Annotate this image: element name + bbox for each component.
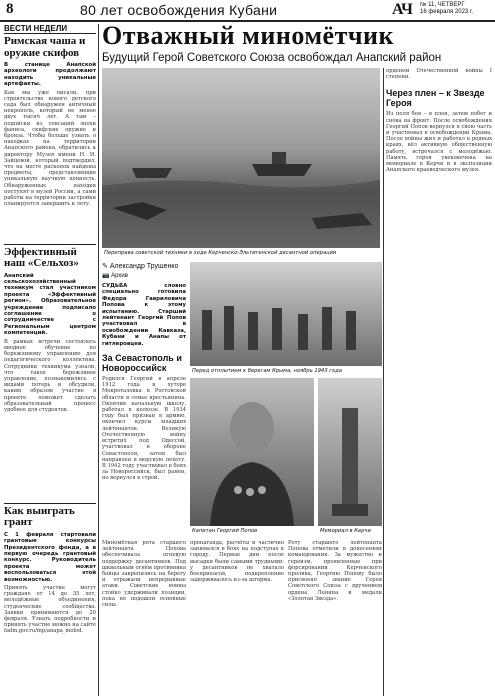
article-lead: С 1 февраля стартовали грантовые конкурсы Президентского фонда, а в первую очередь грантовый конкурс. Руководитель проекта может воспользоваться этой возможностью. [4, 531, 96, 583]
memorial-caption: Мемориал в Керчи [320, 528, 371, 534]
archive-label: 📷 Архив [102, 273, 128, 279]
landing-photo [102, 68, 380, 248]
author-name: ✎ Александр Трушенко [102, 263, 179, 270]
intro-text: СУДЬБА словно специально готовила Федора Гавриловича Попова к этому испытанию. Старший лейтенант Георгий Попов участвовал в освобождении Кавказа, Кубани и Анапы от гитлеровцев. [102, 283, 186, 347]
article-title: Эффективный наш «Сельхоз» [4, 245, 79, 270]
article-body: В рамках встречи состоялось вводное обучение по бережливому управлению для педагогического коллектива. Сотрудники техникума узнали, что такое бережливое управление, познакомились с видами потерь и обсудили, каким образом участие в проекте поможет сделать образовательный процесс удобнее для студентов. [4, 338, 96, 413]
boats-illustration [102, 68, 380, 248]
article-body: Из поля боя – в плен, затем побег и снова на фронт. После освобождения Георгий Попов вернулся в свою часть и участвовал в освобождении Крыма. После войны жил и работал в родных краях, вёл активную общественную работу, встречался с молодёжью. Память героя увековечена на мемориале в Керчи и в экспозиции Анапского краеведческого музея. [386, 111, 492, 174]
header-banner: 80 лет освобождения Кубани [80, 2, 278, 18]
article-body: Как мы уже писали, при строительстве нового детского сада был обнаружен античный некрополь, который не менее двух тысяч лет. А там – подписки из сенсаций эпохи фаниса, скифские оружие и бронза. Чтобы больше узнать о находках на территории Анапского района, обратились к директору Музея имени Н. И. Зайцевой, который подтвердил, что на месте раскопок найдены предметы, представляющие уникальную научную ценность. Обнаруженные находки поступят в музей России, а сами работы на территории застройки планируется завершить к лету. [4, 89, 96, 208]
article-lead: В станице Анапской археологи продолжают находить уникальные артефакты. [4, 62, 96, 88]
memorial-photo [318, 378, 382, 526]
article-title: Римская чаша и оружие скифов [4, 35, 86, 59]
article-title: Как выиграть грант [4, 504, 75, 529]
photo-caption: Переправа советской техники в ходе Керченско-Эльтигенской десантной операции [104, 250, 337, 256]
portrait-illustration [190, 378, 314, 526]
section-heading: Через плен – к Звезде Героя [386, 88, 485, 109]
column-divider [383, 68, 384, 696]
issue-date: 16 февраля 2023 г. [420, 9, 474, 15]
article-body: Миномётная рота старшего лейтенанта Попова обеспечивала огневую поддержку десантников. Под шквальным огнём противника бойцы закрепились на берегу и отражали непрерывные атаки. Советские воины стойко удерживали позиции, пока не подошли основные силы. [102, 540, 186, 609]
rubric-heading: ВЕСТИ НЕДЕЛИ [4, 24, 96, 34]
soldiers-photo [190, 262, 382, 366]
article-lead: Анапский сельскохозяйственный техникум стал участником проекта «Эффективный регион». Образовательное учреждение подписало соглашение о сотрудничестве с Региональным центром компетенций. [4, 272, 96, 337]
portrait-caption: Капитан Георгий Попов [192, 528, 258, 534]
column-divider [98, 24, 99, 696]
memorial-illustration [318, 378, 382, 526]
article-body: орденом Отечественной войны I степени. [386, 68, 492, 81]
page-number: 8 [6, 1, 14, 17]
issue-info [420, 2, 473, 16]
issue-number: № 11, ЧЕТВЕРГ [420, 2, 465, 8]
author-block [102, 262, 186, 528]
photo-caption: Перед отплытием к берегам Крыма, ноябрь 1943 года [192, 368, 342, 374]
right-column [386, 68, 492, 696]
portrait-photo [190, 378, 314, 526]
newspaper-logo: АЧ [392, 1, 413, 18]
section-heading: За Севастополь и Новороссийск [102, 353, 182, 374]
article-body: Роту старшего лейтенанта Попова отметили в донесениях командования. За мужество и героизм, проявленные при форсировании Керченского пролива, Георгию Попову было присвоено звание Героя Советского Союза с вручением ордена Ленина и медали «Золотая Звезда». [288, 540, 382, 602]
main-title: Отважный миномётчик [102, 21, 394, 50]
article-body: Принять участие могут граждане от 14 до 35 лет, молодёжные объединения, студенческие сообщества. Заявки принимаются до 20 февраля. Узнать подробности и принять участие можно на сайте fadm.gov.ru/mp/anapa_molod. [4, 584, 96, 635]
left-column [4, 24, 96, 696]
article-body: пропаганда, расчёты и частично занимался в боях на подступах к городу. Первые дни после высадки были самыми трудными: у десантников не хватало боеприпасов, подкрепление задерживалось из-за шторма. [190, 540, 284, 584]
main-subtitle: Будущий Герой Советского Союза освобождал Анапский район [102, 52, 442, 64]
soldiers-illustration [190, 262, 382, 366]
article-body: Родился Георгий в апреле 1912 года в хуторе Мокроталовка в Ростовской области в семье крестьянина. Окончив начальную школу, работал в колхозе. В 1934 году был призван в армию, окончил курсы младших лейтенантов. Великую Отечественную войну встретил под Одессой, участвовал в обороне Севастополя, затем был направлен в морскую пехоту. В 1942 году участвовал в боях за Новороссийск, был ранен, но вернулся в строй. [102, 376, 186, 482]
